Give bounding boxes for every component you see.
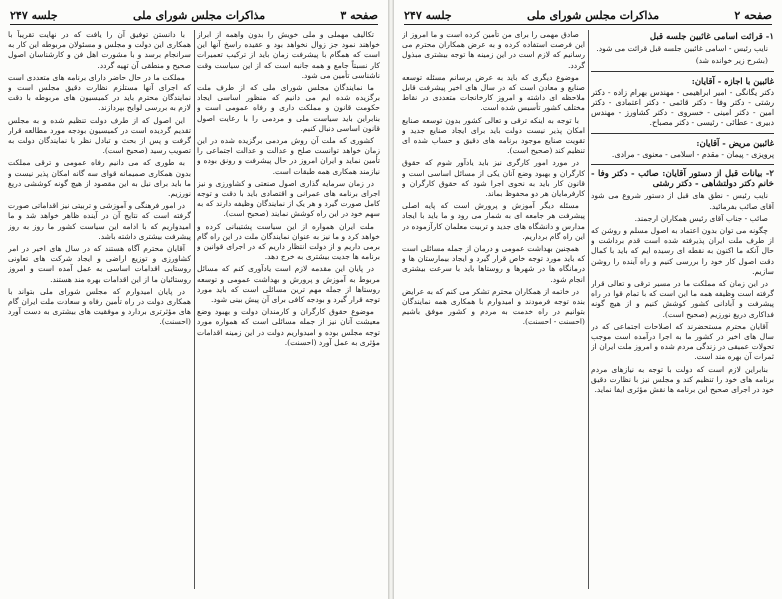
publication-title: مذاکرات مجلس شورای ملی: [526, 8, 660, 22]
paragraph: مملکت ما در حال حاضر دارای برنامه های متعددی است که اجرای آنها مستلزم نظارت دقیق مجلس است و نمایندگان محترم باید در کمیسیون های مربوطه با دقت لازم به بررسی لوایح بپردازند.: [8, 72, 191, 113]
paragraph: بنابراین لازم است که دولت با توجه به نیازهای مردم برنامه های خود را تنظیم کند و مجلس نیز با نظارت دقیق خود در اجرای صحیح این برنامه ها نقش مؤثری ایفا نماید.: [591, 364, 774, 395]
paragraph: ما نمایندگان مجلس شورای ملی که از طرف ملت برگزیده شده ایم می دانیم که منظور اساسی ایجاد حکومت قانون و مملکت داری و رفاه عمومی است و بنابراین باید سیاست ملی و مردمی را با رعایت اصول قانون اساسی دنبال کنیم.: [197, 83, 380, 133]
left-page-column-left: [8, 30, 191, 591]
section-divider: [591, 133, 774, 134]
paragraph: با توجه به اینکه ترقی و تعالی کشور بدون توسعه صنایع امکان پذیر نیست دولت باید برای ایجاد صنایع جدید و تقویت صنایع موجود برنامه های دقیق و حساب شده ای تنظیم کند (صحیح است).: [402, 115, 585, 156]
paragraph: (بشرح زیر خوانده شد): [695, 56, 768, 66]
agenda-item-heading: ۲- بیانات قبل از دستور آقایان: صائب - دکتر وفا - خانم دکتر دولتشاهی - دکتر رشتی: [591, 169, 774, 190]
right-page-column-right: [591, 30, 774, 591]
paragraph: در این زمان که مملکت ما در مسیر ترقی و تعالی قرار گرفته است وظیفه همه ما این است که با تمام قوا در راه پیشرفت و آبادانی کشور کوشش کنیم و از هیچ گونه فداکاری دریغ نورزیم (صحیح است).: [591, 279, 774, 319]
paragraph: به طوری که می دانیم رفاه عمومی و ترقی مملکت بدون همکاری صمیمانه قوای سه گانه امکان پذیر نیست و ما باید برای نیل به این مقصود از هیچ گونه کوششی دریغ نورزیم.: [8, 158, 191, 199]
right-page: [394, 0, 782, 599]
paragraph: در امور فرهنگی و آموزشی و تربیتی نیز اقداماتی صورت گرفته است که نتایج آن در آینده ظاهر خواهد شد و ما امیدواریم که با ادامه این سیاست کشور ما روز به روز پیشرفت بیشتری داشته باشد.: [8, 201, 191, 241]
paragraph: مسئله دیگر آموزش و پرورش است که پایه اصلی پیشرفت هر جامعه ای به شمار می رود و ما باید با ایجاد مدارس و دانشگاه های جدید و تربیت معلمان کارآزموده در این راه گام برداریم.: [402, 201, 585, 241]
paragraph: در زمان سرمایه گذاری اصول صنعتی و کشاورزی و نیز اجرای برنامه های عمرانی و اقتصادی باید با دقت و توجه کامل صورت گیرد و هر یک از نمایندگان وظیفه دارند که به سهم خود در این راه کوشش نمایند (صحیح است).: [197, 178, 380, 219]
speaker-note: نایب رئیس - نطق های قبل از دستور شروع می شود آقای صائب بفرمائید.: [591, 191, 774, 211]
paragraph: صائب - جناب آقای رئیس همکاران ارجمند.: [634, 213, 768, 223]
paragraph: موضوع حقوق کارگران و کارمندان دولت و بهبود وضع معیشت آنان نیز از جمله مسائلی است که همواره مورد توجه مجلس بوده و امیدواریم دولت در این زمینه اقدامات مؤثری به عمل آورد (احسنت).: [197, 307, 380, 347]
paragraph: با دانستن توفیق آن را یافت که در نهایت تقریباً با همکاری این دولت و مجلس و مسئولان مربوطه این کار به سرانجام برسد و با مشورت اهل فن و کارشناسان اصول صحیح و منطقی آن تهیه گردد.: [8, 30, 191, 70]
absent-names-list: دکتر یگانگی - امیر ابراهیمی - مهندس بهرام زاده - دکتر رشتی - دکتر وفا - دکتر قائمی - دکتر اعتمادی - دکتر امین - دکتر امینی - خسروی - دکتر کشاورز - مهندس دبیری - عطائی - رئیسی - دکتر مصباح.: [591, 87, 774, 128]
publication-title: مذاکرات مجلس شورای ملی: [132, 8, 266, 22]
right-page-column-left: [402, 30, 585, 591]
paragraph: در پایان امیدوارم که مجلس شورای ملی بتواند با همکاری دولت در راه تأمین رفاه و سعادت ملت ایران گام های مؤثرتری بردارد و موفقیت های بیشتری به دست آورد (احسنت).: [8, 286, 191, 327]
agenda-item-heading: ۱- قرائت اسامی غائبین جلسه قبل: [649, 32, 774, 42]
paragraph: در خاتمه از همکاران محترم تشکر می کنم که به عرایض بنده توجه فرمودند و امیدوارم با همکاری همه نمایندگان بتوانیم در راه خدمت به مردم و کشور موفق باشیم (احسنت - احسنت).: [402, 286, 585, 327]
paragraph: ملت ایران همواره از این سیاست پشتیبانی کرده و خواهد کرد و ما نیز به عنوان نمایندگان ملت در این راه گام برمی داریم و از دولت انتظار داریم که در اجرای قوانین و برنامه ها جدیت بیشتری به خرج دهد.: [197, 221, 380, 262]
paragraph: تکالیف مهملی و ملی خویش را بدون واهمه از ابراز خواهند نمود جز زوال نخواهد بود و عقیده راسخ آنها این است که همگام با پیشرفت زمان باید از ترکیب تعمیرات کار نسبتاً جامع و همه جانبه است که از این سیاست وقت ناشناسی تأمین می شود.: [197, 30, 380, 80]
page-number-label: صفحه ۳: [340, 8, 378, 22]
paragraph: در مورد امور کارگری نیز باید یادآور شوم که حقوق کارگران و بهبود وضع آنان یکی از مسائل اساسی است و قانون کار باید به نحوی اجرا شود که حقوق کارگران و کارفرمایان هر دو محفوظ بماند.: [402, 158, 585, 199]
section-divider: [591, 71, 774, 72]
paragraph: صادق مهمی را برای من تأمین کرده است و ما امروز از این فرصت استفاده کرده و به عرض همکاران محترم می رسانیم که لازم است در این زمینه ها توجه بیشتری مبذول گردد.: [402, 30, 585, 70]
paragraph: چگونه می توان بدون اعتماد به اصول مسلم و روشن که از طرف ملت ایران پذیرفته شده است قدم برداشت و حال آنکه ما اکنون به نقطه ای رسیده ایم که باید با کمال دقت اصول کار خود را بررسی کنیم و راه آینده را روشن سازیم.: [591, 226, 774, 276]
paragraph: همچنین بهداشت عمومی و درمان از جمله مسائلی است که باید مورد توجه خاص قرار گیرد و ایجاد بیمارستان ها و درمانگاه ها در شهرها و روستاها باید با سرعت بیشتری انجام شود.: [402, 244, 585, 284]
paragraph: کشوری که ملت آن روش مردمی برگزیده شده در این زمان خواهد توانست صلح و عدالت و عدالت اجتماعی را تأمین نماید و ایران امروز در حال پیشرفت و رونق بوده و نیازمند همکاری همه طبقات است.: [197, 136, 380, 176]
column-divider: [194, 30, 195, 589]
paragraph: این اصول که از طرف دولت تنظیم شده و به مجلس تقدیم گردیده است در کمیسیون بودجه مورد مطالعه قرار گرفت و پس از بحث و تبادل نظر با نمایندگان دولت به تصویب رسید (صحیح است).: [8, 115, 191, 156]
paragraph: آقایان محترم آگاه هستند که در سال های اخیر در امر کشاورزی و توزیع اراضی و ایجاد شرکت های تعاونی روستایی اقدامات اساسی به عمل آمده است و امروز روستائیان ما از این اقدامات بهره مند هستند.: [8, 244, 191, 284]
section-divider: [591, 164, 774, 165]
sick-names-list: پرویزی - پیمان - مقدم - اسلامی - معنوی - مرادی.: [611, 149, 774, 159]
page-number-label: صفحه ۲: [734, 8, 772, 22]
absent-with-leave-heading: غائبین با اجازه - آقایان:: [691, 75, 774, 86]
paragraph: در پایان این مقدمه لازم است یادآوری کنم که مسائل مربوط به آموزش و پرورش و بهداشت عمومی و توسعه روستاها از جمله مهم ترین مسائلی است که باید مورد توجه قرار گیرد و بودجه کافی برای آن پیش بینی شود.: [197, 264, 380, 305]
session-label: جلسه ۲۴۷: [404, 8, 452, 22]
absent-sick-heading: غائبین مریض - آقایان:: [696, 137, 774, 148]
paragraph: نایب رئیس - اسامی غائبین جلسه قبل قرائت می شود.: [596, 44, 768, 54]
left-page-header: [10, 6, 378, 25]
right-page-header: [404, 6, 772, 25]
left-page: [0, 0, 388, 599]
column-divider: [588, 30, 589, 589]
left-page-column-right: [197, 30, 380, 591]
paragraph: آقایان محترم مستحضرند که اصلاحات اجتماعی که در سال های اخیر در کشور ما به اجرا درآمده است موجب تحولات عمیقی در زندگی مردم شده و امروز ملت ایران از ثمرات آن بهره مند است.: [591, 321, 774, 362]
session-label: جلسه ۲۴۷: [10, 8, 58, 22]
paragraph: موضوع دیگری که باید به عرض برسانم مسئله توسعه صنایع و معادن است که در سال های اخیر پیشرفت قابل ملاحظه ای داشته و امروز کارخانجات متعددی در نقاط مختلف کشور تأسیس شده است.: [402, 72, 585, 113]
